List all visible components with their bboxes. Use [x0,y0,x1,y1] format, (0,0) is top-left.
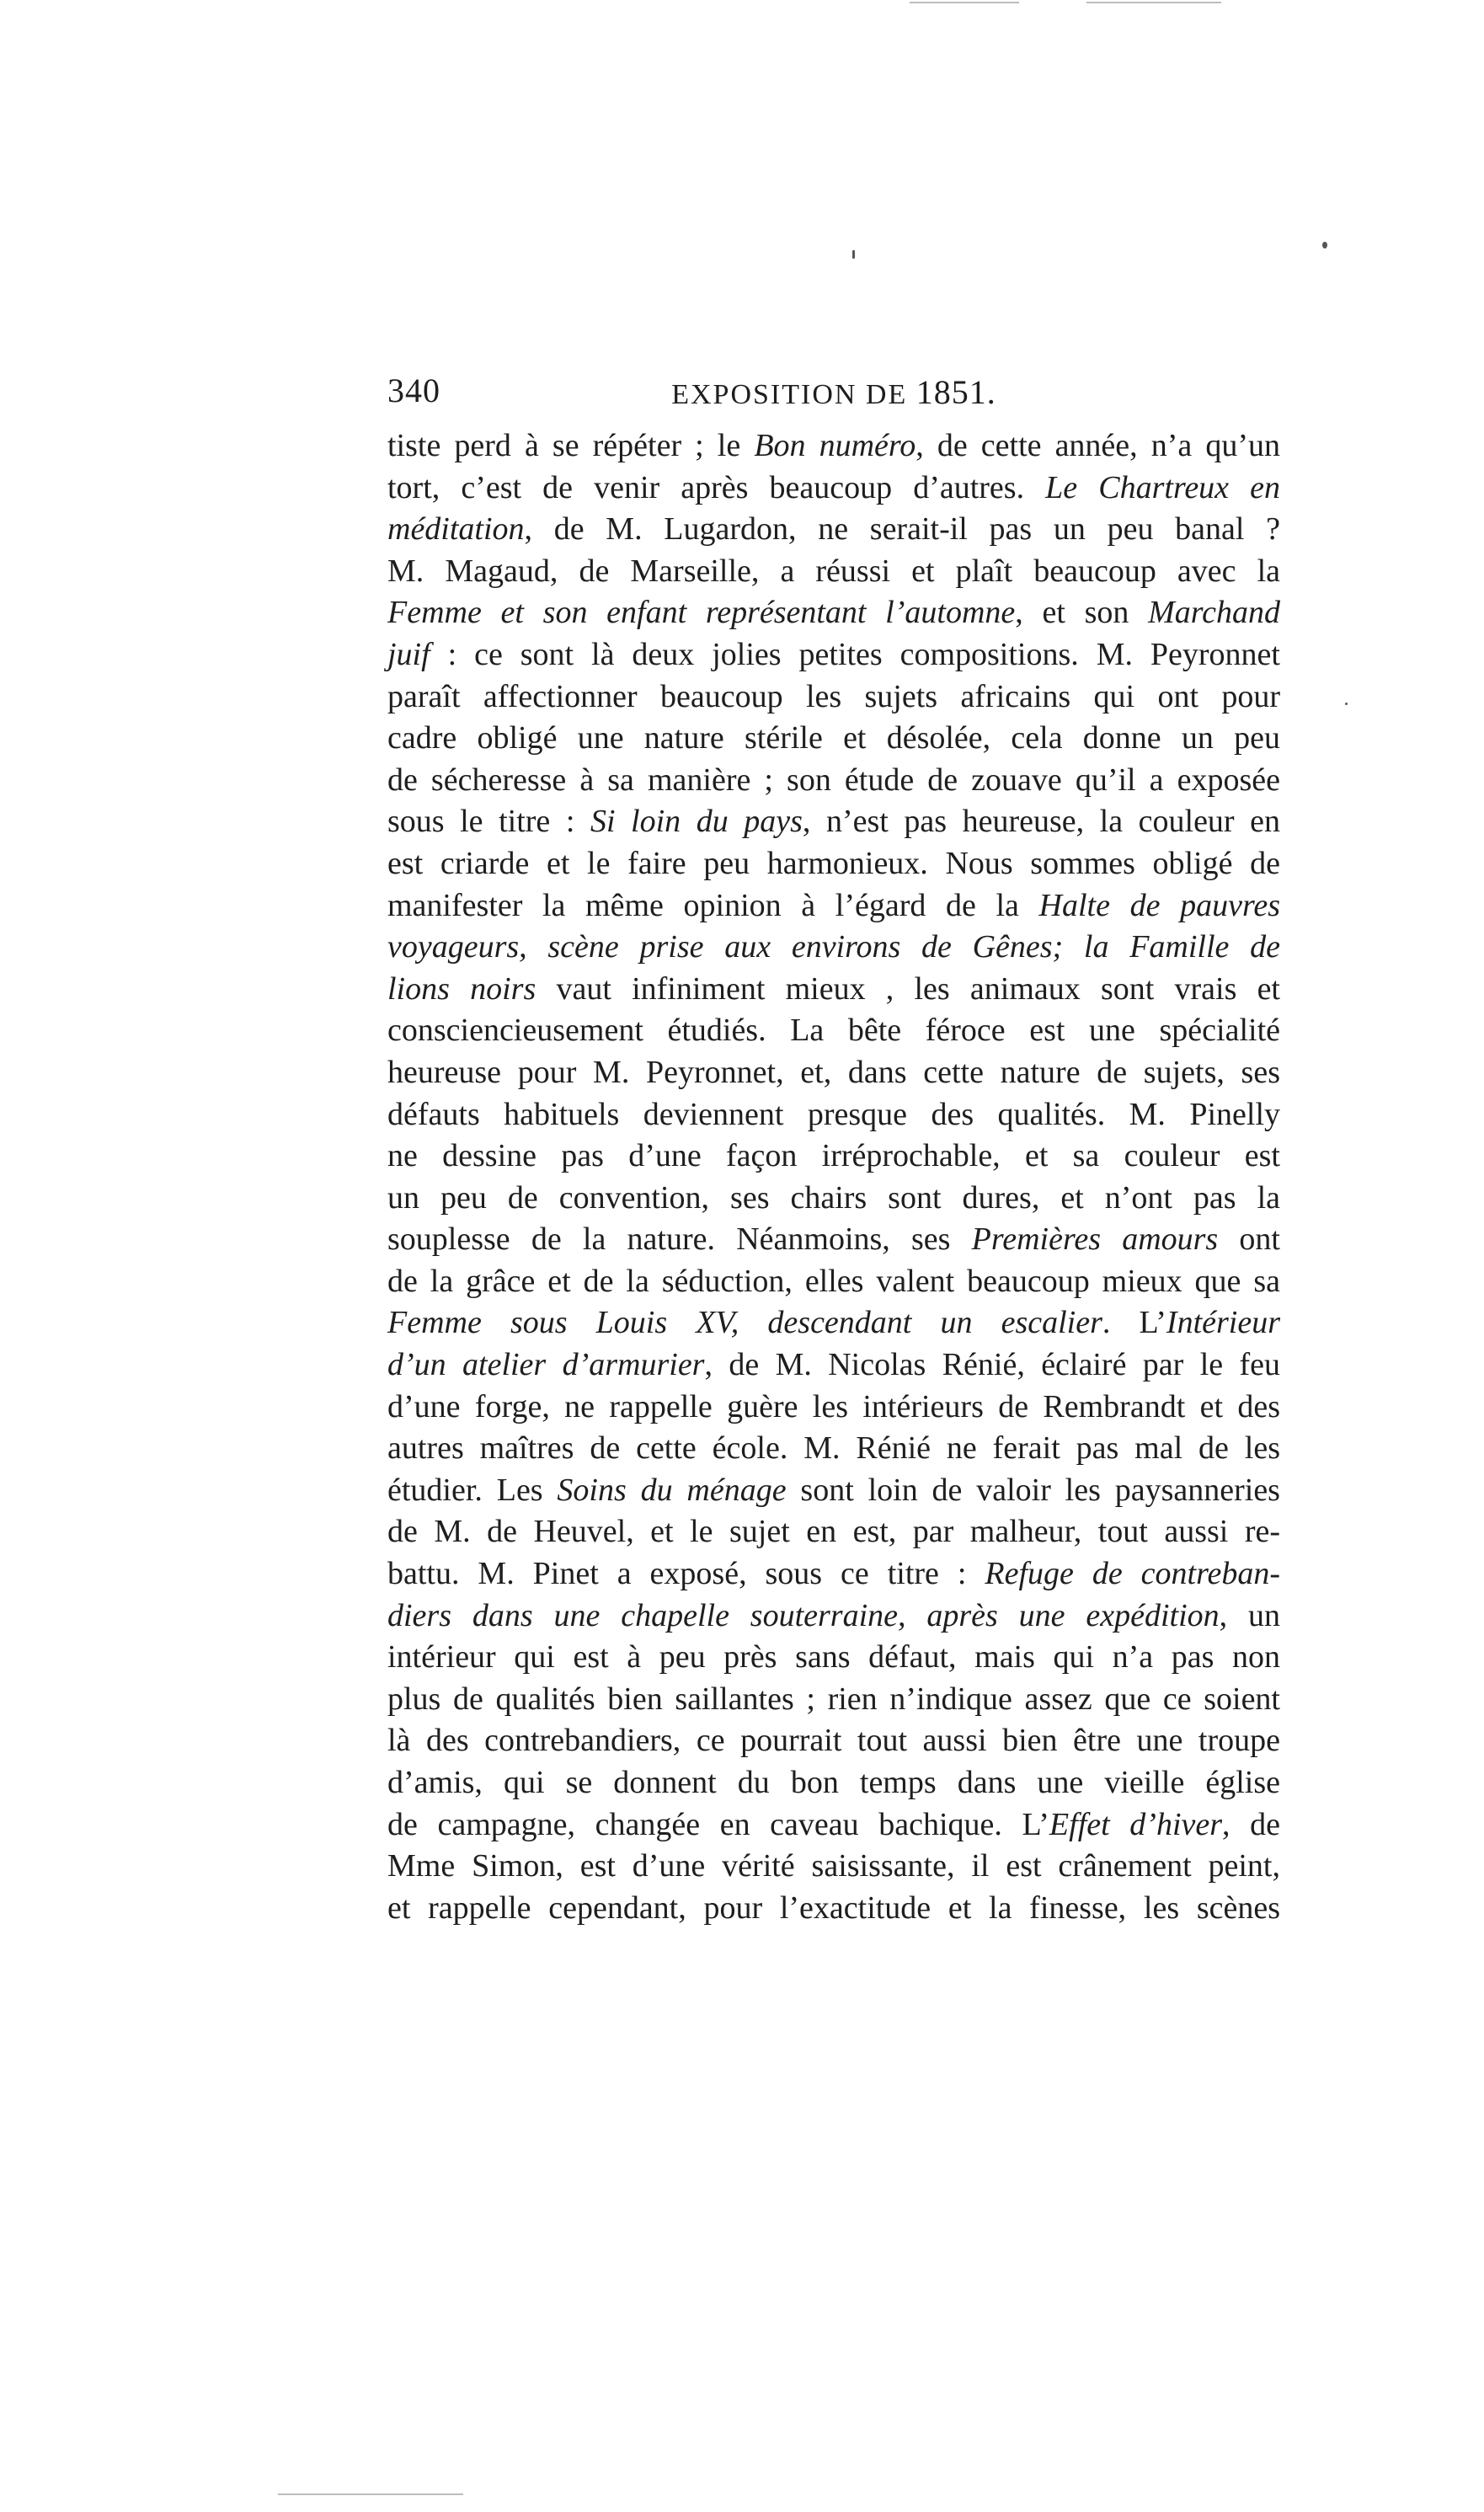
italic-title-text: Refuge de contreban- [985,1556,1280,1592]
text-run: plus de qualités bien saillantes ; rien n’indique assez que ce soient [387,1681,1280,1717]
text-line [387,592,1280,634]
text-run: paraît affectionner beaucoup les sujets africains qui ont pour [387,678,1280,714]
text-run: là des contrebandiers, ce pourrait tout aussi bien être une troupe [387,1723,1280,1759]
text-line [387,1178,1280,1220]
text-run: de la grâce et de la séduction, elles valent beaucoup mieux que sa [387,1263,1280,1299]
text-line [387,1387,1280,1429]
text-run: tiste perd à se répéter ; le [387,428,755,463]
text-run: , de M. Nicolas Rénié, éclairé par le feu [704,1347,1281,1383]
text-run: , de [1222,1806,1281,1842]
text-line [387,468,1280,510]
italic-title-text: Le Chartreux en [1045,469,1280,505]
text-line [387,1094,1280,1136]
italic-title-text: Marchand [1148,595,1280,631]
text-run: un peu de convention, ses chairs sont dures, et n’ont pas la [387,1179,1280,1216]
text-line [387,1010,1280,1052]
text-run: intérieur qui est à peu près sans défaut, mais qui n’a pas non [387,1639,1280,1676]
text-run: autres maîtres de cette école. M. Rénié ne ferait pas mal de les [387,1430,1280,1467]
text-line [387,1637,1280,1679]
italic-title-text: méditation [387,511,525,548]
italic-title-text: Si loin du pays [590,804,803,840]
text-run: souplesse de la nature. Néanmoins, ses [387,1221,972,1258]
text-run: consciencieusement étudiés. La bête féroce est une spécialité [387,1013,1280,1049]
text-run: , de cette année, n’a qu’un [915,428,1280,463]
text-run: cadre obligé une nature stérile et désolée, cela donne un peu [387,720,1280,756]
italic-title-text: Effet d’hiver [1049,1806,1223,1842]
running-title-text: EXPOSITION DE [671,379,908,410]
scan-edge-mark [910,2,1019,3]
text-run: sont loin de valoir les paysanneries [786,1472,1280,1508]
text-line [387,969,1280,1011]
scan-edge-mark [278,2493,463,2495]
text-run: : ce sont là deux jolies petites compositions. M. Peyronnet [430,636,1280,672]
text-line [387,1470,1280,1512]
text-line [387,1302,1280,1344]
text-run: d’amis, qui se donnent du bon temps dans une vieille église [387,1765,1280,1800]
text-line [387,425,1280,468]
text-run: , un [1219,1597,1280,1633]
text-line [387,676,1280,719]
italic-title-text: Femme sous Louis XV, descendant un escalier [387,1305,1102,1341]
text-run: . L’ [1102,1305,1166,1341]
italic-title-text: lions noirs [387,970,536,1007]
text-line [387,1553,1280,1595]
scan-speck [1322,242,1327,249]
text-line [387,1846,1280,1888]
text-line [387,634,1280,676]
text-line [387,1720,1280,1762]
scan-edge-mark [1086,2,1221,3]
text-run: étudier. Les [387,1472,558,1508]
text-run: ne dessine pas d’une façon irréprochable, et sa couleur est [387,1138,1280,1174]
text-run: sous le titre : [387,804,590,840]
text-run: et rappelle cependant, pour l’exactitude et la finesse, les scènes [387,1889,1280,1926]
italic-title-text: diers dans une chapelle souterraine, après une expédition [387,1597,1220,1633]
text-line [387,885,1280,927]
text-run: de M. de Heuvel, et le sujet en est, par malheur, tout aussi re- [387,1514,1280,1550]
text-run: vaut infiniment mieux , les animaux sont vrais et [536,970,1280,1007]
running-header [387,371,1280,421]
text-run: de campagne, changée en caveau bachique. L’ [387,1806,1049,1842]
scan-speck [1345,703,1348,705]
running-title [387,372,1280,412]
text-line [387,1511,1280,1553]
running-title-year: 1851. [915,373,996,411]
text-run: manifester la même opinion à l’égard de la [387,887,1039,923]
text-line [387,1052,1280,1094]
text-run: , et son [1015,595,1149,631]
text-line [387,1762,1280,1804]
text-line [387,1888,1280,1930]
italic-title-text: Soins du ménage [557,1472,787,1508]
italic-title-text: Intérieur [1166,1305,1280,1341]
text-line [387,718,1280,760]
text-line [387,1804,1280,1847]
text-line [387,1219,1280,1261]
text-line [387,1261,1280,1303]
text-run: Mme Simon, est d’une vérité saisissante, il est crânement peint, [387,1848,1280,1884]
text-run: d’une forge, ne rappelle guère les intérieurs de Rembrandt et des [387,1388,1280,1424]
text-run: est criarde et le faire peu harmonieux. Nous sommes obligé de [387,845,1280,881]
text-run: tort, c’est de venir après beaucoup d’autres. [387,469,1046,505]
text-run: battu. M. Pinet a exposé, sous ce titre : [387,1556,985,1592]
text-line [387,927,1280,969]
italic-title-text: voyageurs, scène prise aux environs de Gênes; la Famille de [387,929,1280,965]
text-line [387,1428,1280,1470]
text-line [387,760,1280,802]
italic-title-text: Halte de pauvres [1038,887,1280,923]
text-line [387,1136,1280,1178]
scan-speck [852,250,855,259]
text-line [387,1595,1280,1638]
text-run: , n’est pas heureuse, la couleur en [802,804,1280,840]
page-number: 340 [387,371,440,409]
text-line [387,843,1280,885]
italic-title-text: juif [387,636,430,672]
text-line [387,1679,1280,1721]
text-line [387,801,1280,843]
text-run: M. Magaud, de Marseille, a réussi et plaît beaucoup avec la [387,553,1280,589]
text-run: défauts habituels deviennent presque des qualités. M. Pinelly [387,1096,1280,1132]
text-run: heureuse pour M. Peyronnet, et, dans cette nature de sujets, ses [387,1054,1280,1090]
text-line [387,551,1280,593]
italic-title-text: Bon numéro [754,428,916,463]
text-run: de sécheresse à sa manière ; son étude de zouave qu’il a exposée [387,762,1280,798]
text-run: , de M. Lugardon, ne serait-il pas un peu banal ? [524,511,1280,548]
italic-title-text: Premières amours [971,1221,1219,1258]
italic-title-text: Femme et son enfant représentant l’automne [387,595,1016,631]
text-line [387,509,1280,551]
text-line [387,1344,1280,1387]
text-run: ont [1218,1221,1280,1258]
body-text [387,425,1280,1929]
italic-title-text: d’un atelier d’armurier [387,1347,705,1383]
